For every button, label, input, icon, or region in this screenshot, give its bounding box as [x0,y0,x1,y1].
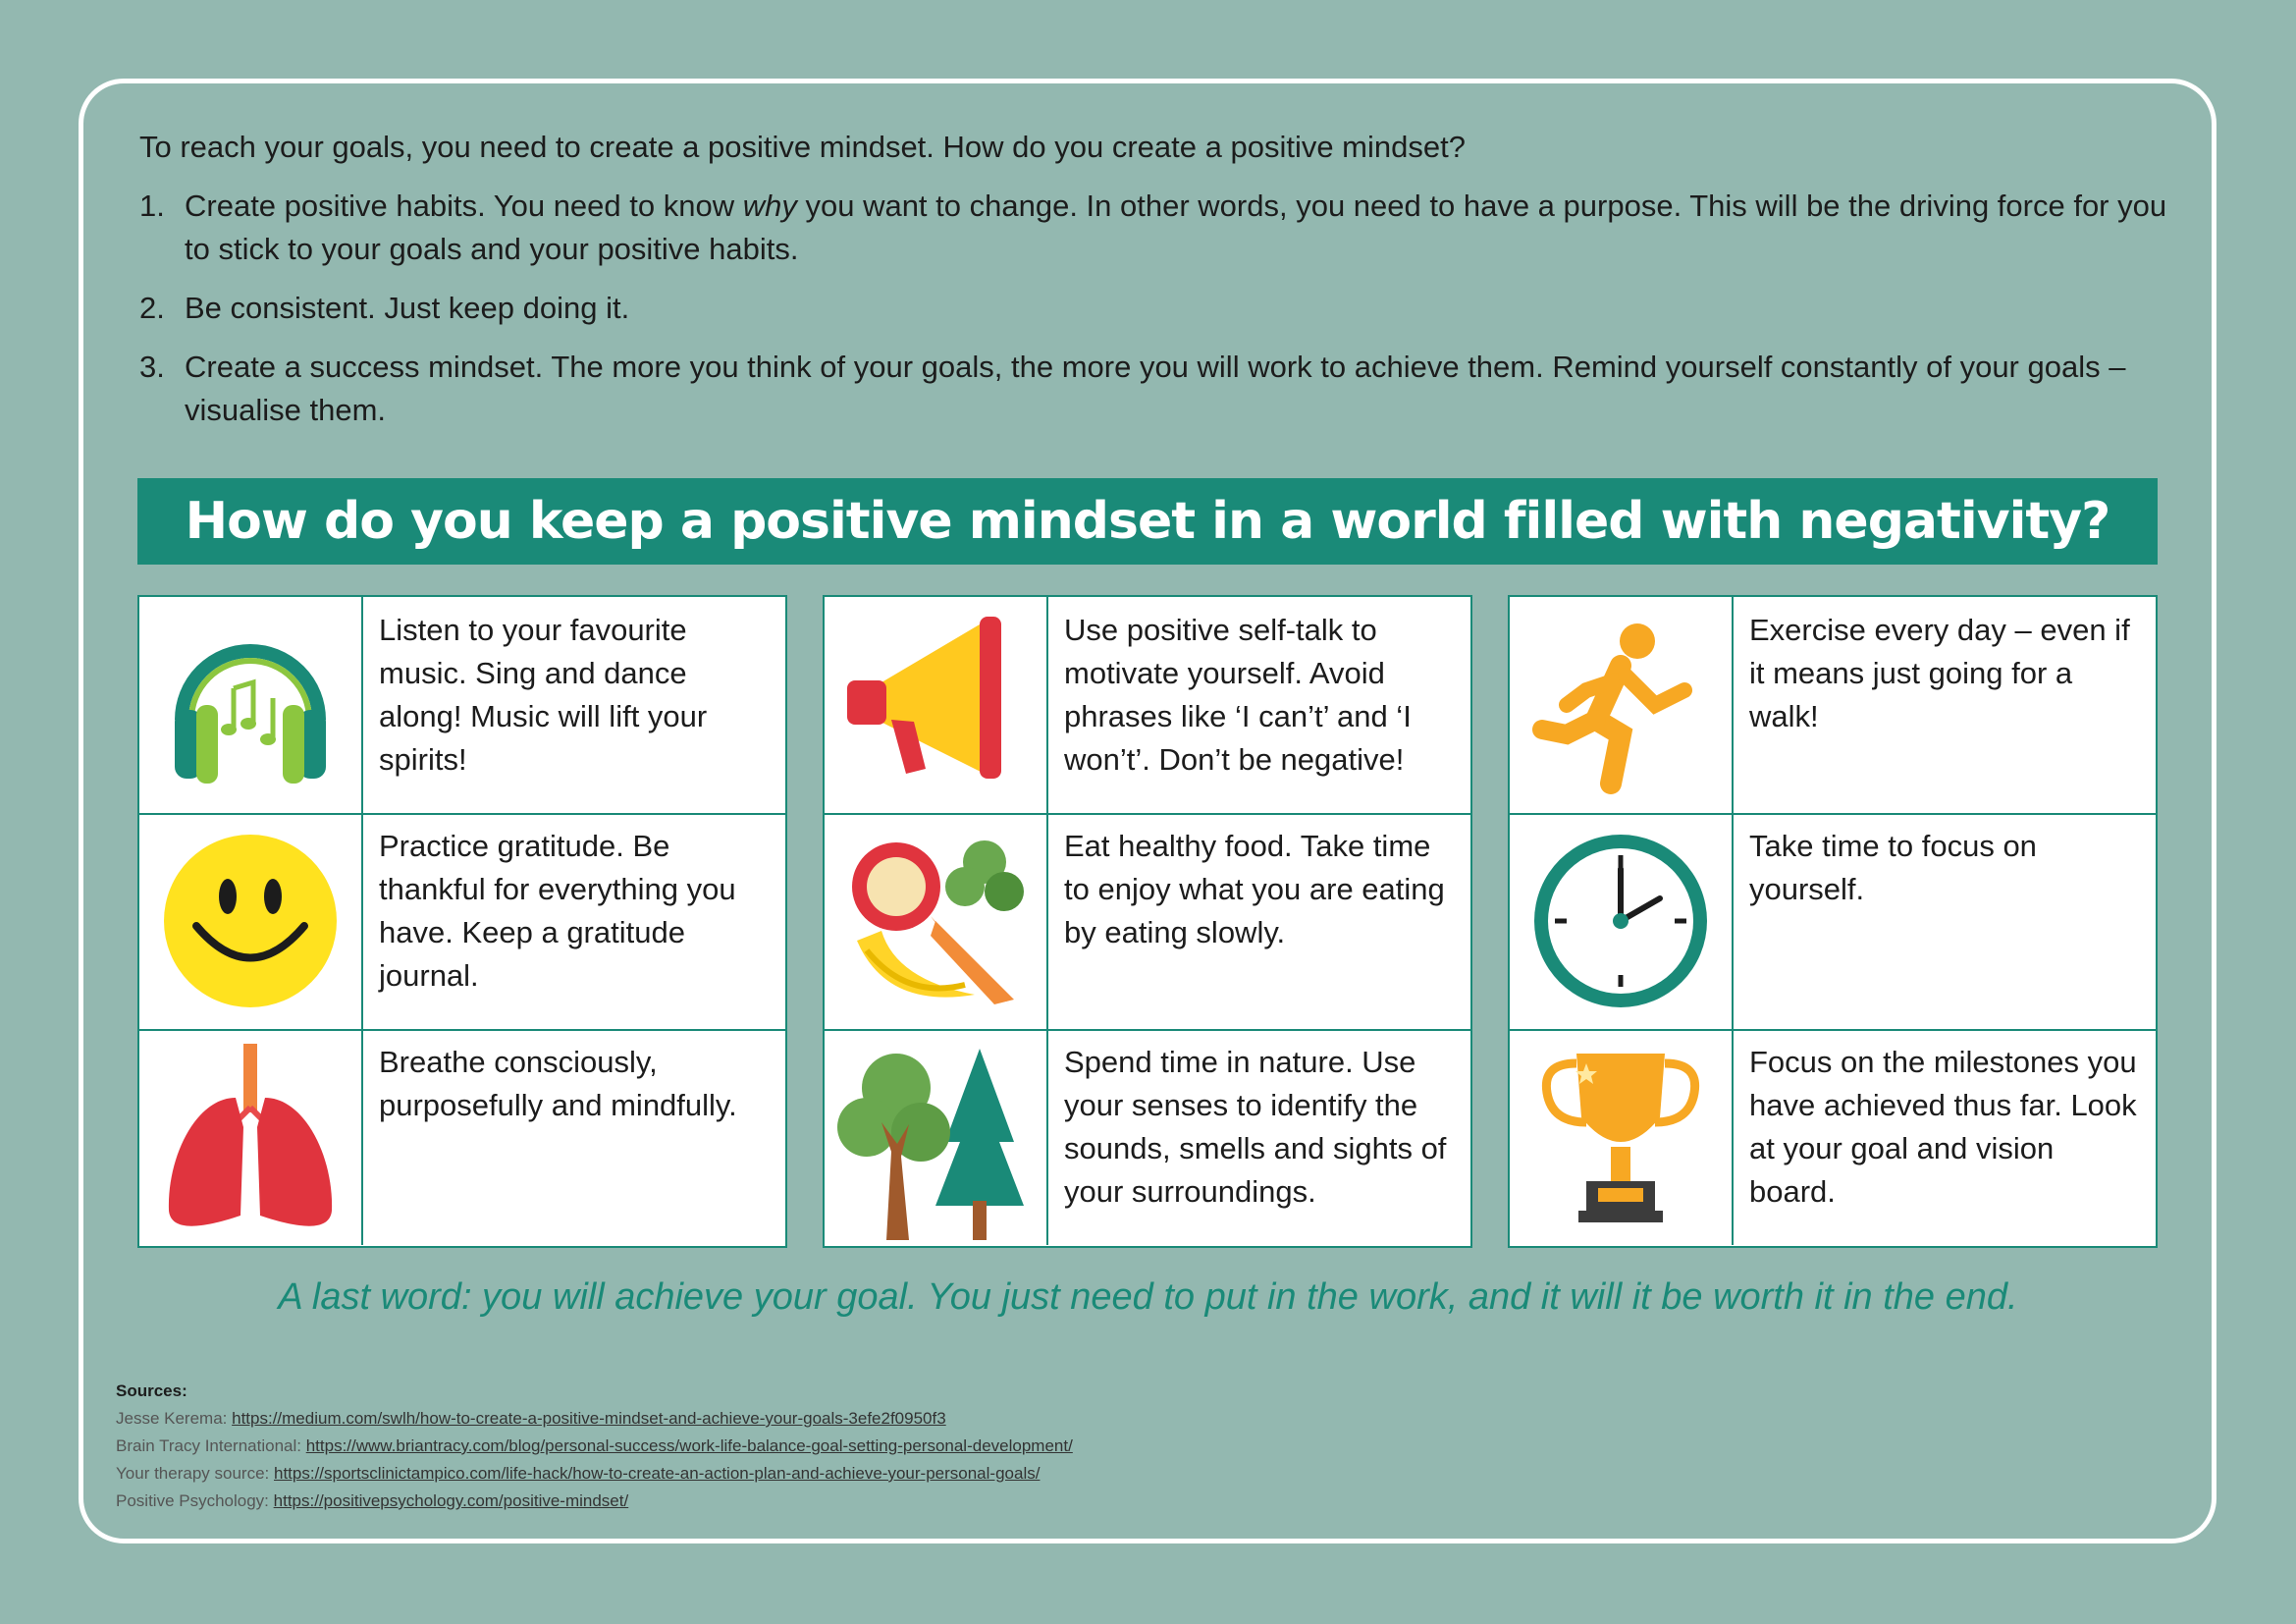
source-item [116,1433,1073,1460]
source-link[interactable]: https://www.briantracy.com/blog/personal-success/work-life-balance-goal-setting-personal-development/ [305,1436,1073,1455]
intro-lead: To reach your goals, you need to create a positive mindset. How do you create a positive mindset? [139,130,1466,164]
intro-section [139,126,2171,448]
tips-column-1 [137,595,787,1248]
tip-text: Spend time in nature. Use your senses to identify the sounds, smells and sights of your surroundings. [1064,1045,1447,1209]
list-text: Create a success mindset. The more you think of your goals, the more you will work to achieve them. Remind yourself constantly of your goals – visualise them. [185,350,2126,427]
list-text-emphasis: why [742,189,797,223]
tip-row [139,1029,785,1245]
source-link[interactable]: https://medium.com/swlh/how-to-create-a-positive-mindset-and-achieve-your-goals-3efe2f0950f3 [232,1409,946,1428]
list-number: 1. [139,189,165,223]
tip-row [825,1029,1470,1245]
sources-heading: Sources: [116,1381,187,1400]
list-number: 3. [139,350,165,384]
list-item [139,185,2171,271]
tip-row [825,597,1470,815]
source-label: Positive Psychology: [116,1491,269,1510]
trees-icon [825,1029,1048,1245]
list-number: 2. [139,291,165,325]
tip-text: Breathe consciously, purposefully and mindfully. [379,1045,737,1122]
banner-title: How do you keep a positive mindset in a world filled with negativity? [185,492,2110,551]
tip-text: Use positive self-talk to motivate yourself. Avoid phrases like ‘I can’t’ and ‘I won’t’. Don’t be negative! [1064,613,1412,777]
list-text-before: Create positive habits. You need to know [185,189,743,223]
running-person-icon [1510,597,1734,813]
megaphone-icon [825,597,1048,813]
smiley-face-icon [139,813,363,1029]
source-item [116,1460,1073,1488]
tip-row [1510,813,2156,1031]
tip-text: Practice gratitude. Be thankful for everything you have. Keep a gratitude journal. [379,829,736,993]
tip-row [825,813,1470,1031]
source-label: Jesse Kerema: [116,1409,228,1428]
list-text-after: you want to change. In other words, you need to have a purpose. This will be the driving force for you to stick to your goals and your positive habits. [185,189,2167,266]
tip-row [1510,1029,2156,1245]
tip-row [1510,597,2156,815]
tip-row [139,813,785,1031]
tip-text: Take time to focus on yourself. [1749,829,2037,906]
source-link[interactable]: https://sportsclinictampico.com/life-hack/how-to-create-an-action-plan-and-achieve-your-personal-goals/ [273,1464,1041,1483]
clock-icon [1510,813,1734,1029]
sources [116,1378,1073,1515]
source-link[interactable]: https://positivepsychology.com/positive-mindset/ [273,1491,629,1510]
source-label: Your therapy source: [116,1464,270,1483]
lungs-icon [139,1029,363,1245]
tips-column-2 [823,595,1472,1248]
healthy-food-icon [825,813,1048,1029]
source-label: Brain Tracy International: [116,1436,301,1455]
source-item [116,1405,1073,1433]
tip-text: Listen to your favourite music. Sing and dance along! Music will lift your spirits! [379,613,708,777]
list-text: Be consistent. Just keep doing it. [185,291,630,325]
intro-list [139,185,2171,432]
tips-column-3 [1508,595,2158,1248]
banner [137,478,2158,565]
headphones-music-icon [139,597,363,813]
tip-text: Focus on the milestones you have achieved thus far. Look at your goal and vision board. [1749,1045,2137,1209]
tip-text: Eat healthy food. Take time to enjoy what you are eating by eating slowly. [1064,829,1445,949]
source-item [116,1488,1073,1515]
list-item [139,346,2171,432]
trophy-icon [1510,1029,1734,1245]
tip-row [139,597,785,815]
list-item [139,287,2171,330]
last-word: A last word: you will achieve your goal. You just need to put in the work, and it will it be worth it in the end. [278,1276,2018,1318]
tip-text: Exercise every day – even if it means just going for a walk! [1749,613,2130,733]
